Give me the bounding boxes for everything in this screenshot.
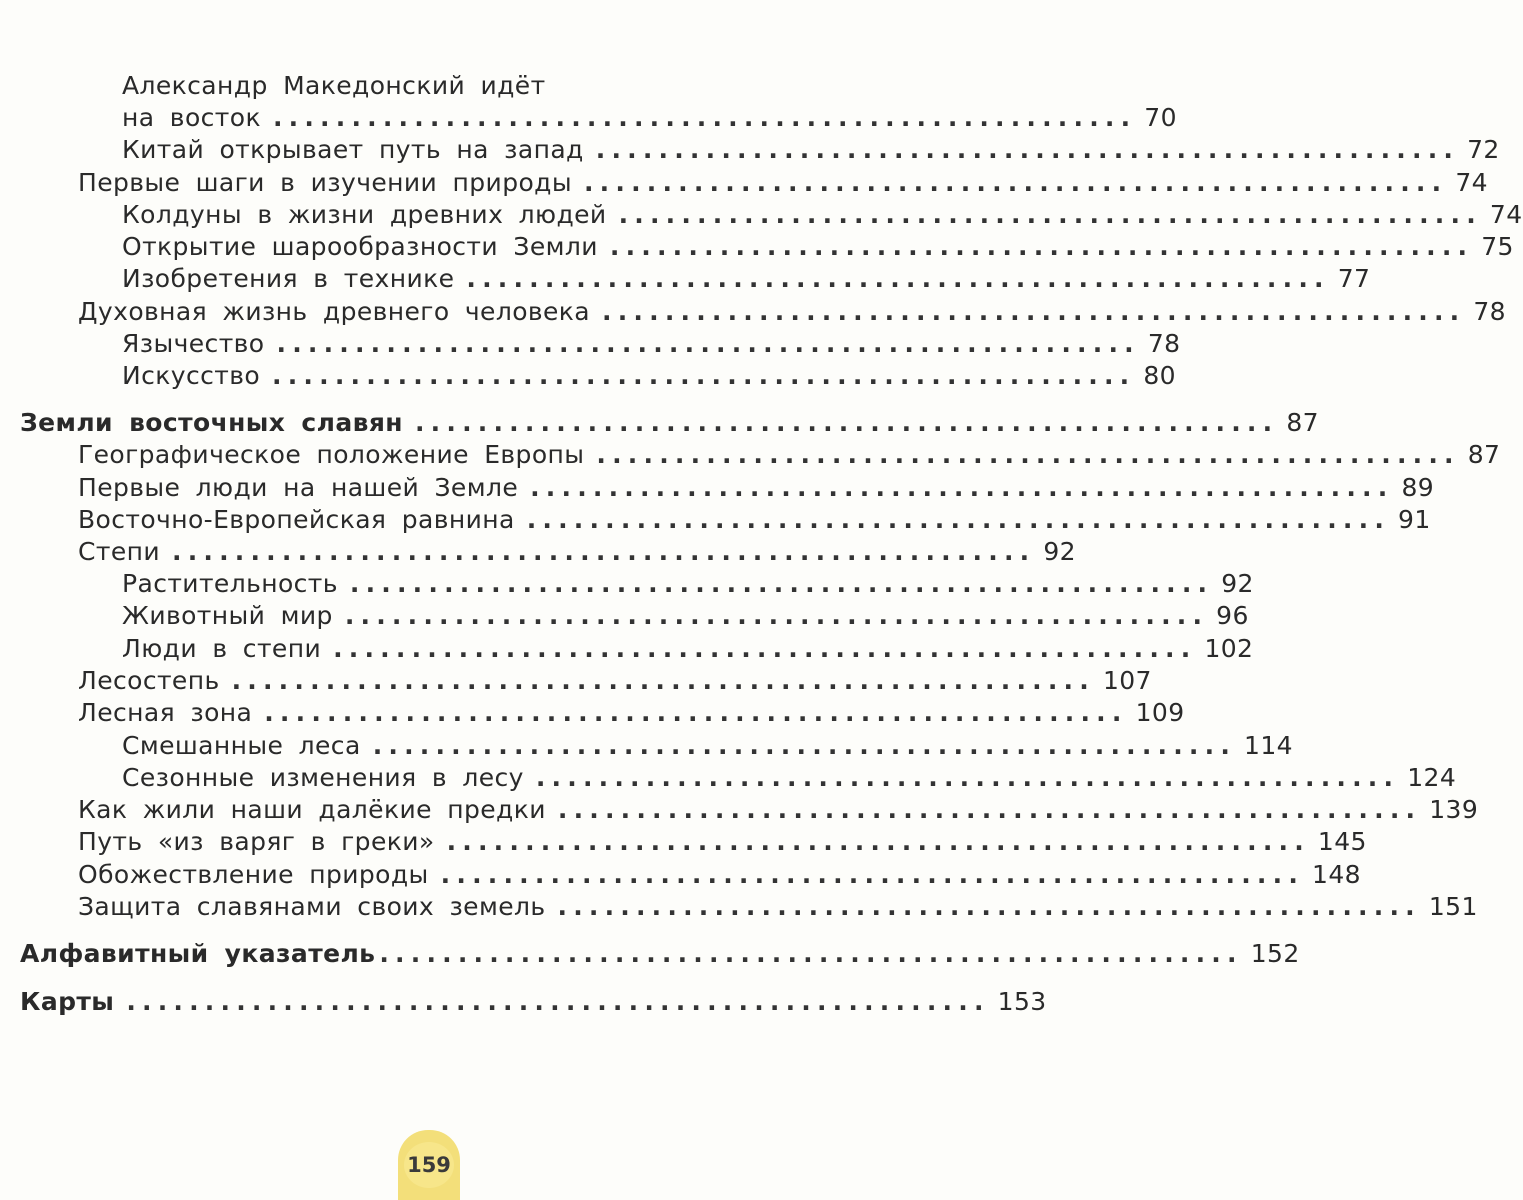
dot-leader: ....................................................... bbox=[344, 601, 1209, 630]
toc-entry-page: 77 bbox=[1337, 264, 1371, 293]
toc-entry bbox=[122, 198, 1523, 232]
dot-leader: ....................................................... bbox=[526, 505, 1391, 534]
toc-entry-title: Восточно-Европейская равнина bbox=[78, 505, 515, 534]
toc-entry-page: 78 bbox=[1473, 297, 1506, 326]
toc-entry-title: Первые шаги в изучении природы bbox=[78, 168, 572, 197]
toc-entry bbox=[122, 599, 1249, 633]
dot-leader: ....................................................... bbox=[372, 731, 1237, 760]
toc-entry-title: Духовная жизнь древнего человека bbox=[78, 297, 591, 326]
dot-leader: ....................................................... bbox=[557, 795, 1422, 824]
toc-entry-page: 107 bbox=[1102, 666, 1152, 695]
dot-leader: ....................................................... bbox=[466, 264, 1330, 293]
toc-section-page: 87 bbox=[1286, 408, 1319, 437]
toc-entry bbox=[78, 166, 1488, 200]
dot-leader: ....................................................... bbox=[530, 473, 1394, 502]
toc-entry-page: 92 bbox=[1221, 569, 1254, 598]
toc-section bbox=[20, 985, 1047, 1019]
dot-leader: ....................................................... bbox=[609, 232, 1474, 261]
toc-entry-page: 78 bbox=[1147, 329, 1181, 358]
toc-entry bbox=[78, 696, 1185, 730]
toc-entry-title: Животный мир bbox=[122, 601, 333, 630]
dot-leader: ....................................................... bbox=[557, 892, 1421, 921]
toc-entry-page: 87 bbox=[1467, 440, 1501, 469]
dot-leader: ....................................................... bbox=[535, 763, 1400, 792]
toc-entry-page: 74 bbox=[1489, 200, 1523, 229]
dot-leader: ....................................................... bbox=[583, 168, 1448, 197]
dot-leader: ....................................................... bbox=[126, 987, 990, 1016]
toc-entry-title: Смешанные леса bbox=[122, 731, 361, 760]
toc-entry-page: 139 bbox=[1429, 795, 1479, 824]
toc-entry bbox=[78, 825, 1367, 859]
toc-entry bbox=[122, 632, 1254, 666]
toc-entry-page: 92 bbox=[1043, 537, 1076, 566]
toc-entry bbox=[78, 535, 1076, 569]
toc-entry bbox=[122, 761, 1457, 795]
toc-entry bbox=[78, 295, 1506, 329]
toc-entry-title: Люди в степи bbox=[122, 634, 322, 663]
toc-entry-page: 96 bbox=[1216, 601, 1249, 630]
toc-section-title: Карты bbox=[20, 987, 115, 1016]
toc-entry bbox=[122, 327, 1181, 361]
dot-leader: ....................................................... bbox=[602, 297, 1466, 326]
toc-entry-page: 80 bbox=[1143, 361, 1176, 390]
toc-entry-title: Изобретения в технике bbox=[122, 264, 455, 293]
dot-leader: ....................................................... bbox=[414, 408, 1279, 437]
toc-entry-title: Растительность bbox=[122, 569, 338, 598]
toc-entry-title: Как жили наши далёкие предки bbox=[78, 795, 546, 824]
toc-entry bbox=[122, 729, 1293, 763]
toc-entry-page: 114 bbox=[1244, 731, 1293, 760]
toc-entry bbox=[122, 262, 1371, 296]
toc-entry-page: 109 bbox=[1135, 698, 1185, 727]
toc-entry-title: на восток bbox=[122, 103, 261, 132]
toc-entry bbox=[78, 858, 1361, 892]
toc-entry bbox=[122, 567, 1254, 601]
toc-entry-title: Лесная зона bbox=[78, 698, 253, 727]
toc-section-title: Земли восточных славян bbox=[20, 408, 403, 437]
toc-entry-title: Географическое положение Европы bbox=[78, 440, 585, 469]
toc-entry-page: 102 bbox=[1204, 634, 1254, 663]
toc-section-title: Алфавитный указатель bbox=[20, 939, 376, 968]
toc-entry-page: 72 bbox=[1467, 135, 1500, 164]
dot-leader: ....................................................... bbox=[618, 200, 1482, 229]
page-number: 159 bbox=[404, 1142, 454, 1188]
toc-section bbox=[20, 406, 1319, 440]
dot-leader: ....................................................... bbox=[595, 135, 1460, 164]
toc-entry bbox=[78, 890, 1478, 924]
toc-entry-page: 74 bbox=[1455, 168, 1488, 197]
dot-leader: ....................................................... bbox=[264, 698, 1128, 727]
dot-leader: ....................................................... bbox=[231, 666, 1095, 695]
toc-entry-title: Степи bbox=[78, 537, 160, 566]
toc-entry-title: Сезонные изменения в лесу bbox=[122, 763, 524, 792]
toc-entry-title: Язычество bbox=[122, 329, 265, 358]
toc-entry bbox=[78, 793, 1479, 827]
toc-entry-title: Обожествление природы bbox=[78, 860, 429, 889]
dot-leader: ....................................................... bbox=[596, 440, 1460, 469]
toc-entry-page: 89 bbox=[1401, 473, 1435, 502]
toc-entry-page: 91 bbox=[1398, 505, 1431, 534]
toc-entry bbox=[78, 471, 1435, 505]
dot-leader: ....................................................... bbox=[440, 860, 1305, 889]
toc-entry bbox=[78, 664, 1152, 698]
toc-section bbox=[20, 937, 1300, 971]
toc-entry bbox=[78, 503, 1431, 537]
toc-entry-page: 151 bbox=[1428, 892, 1478, 921]
toc-entry-continuation: Александр Македонский идёт bbox=[122, 71, 546, 100]
toc-entry-title: Искусство bbox=[122, 361, 261, 390]
toc-entry bbox=[122, 359, 1176, 393]
toc-entry-page: 148 bbox=[1312, 860, 1361, 889]
dot-leader: ....................................................... bbox=[333, 634, 1197, 663]
toc-entry-page: 75 bbox=[1481, 232, 1514, 261]
toc-entry-title: Колдуны в жизни древних людей bbox=[122, 200, 607, 229]
dot-leader: ....................................................... bbox=[379, 939, 1243, 968]
toc-entry-title: Открытие шарообразности Земли bbox=[122, 232, 598, 261]
toc-section-page: 153 bbox=[997, 987, 1047, 1016]
toc-entry-title: Путь «из варяг в греки» bbox=[78, 827, 435, 856]
toc-entry-page: 145 bbox=[1317, 827, 1367, 856]
dot-leader: ....................................................... bbox=[276, 329, 1140, 358]
toc-entry-title: Первые люди на нашей Земле bbox=[78, 473, 519, 502]
toc-entry-title: Китай открывает путь на запад bbox=[122, 135, 584, 164]
toc-entry-title: Лесостепь bbox=[78, 666, 220, 695]
dot-leader: ....................................................... bbox=[172, 537, 1036, 566]
toc-entry bbox=[122, 133, 1500, 167]
toc-entry-page: 70 bbox=[1144, 103, 1177, 132]
toc-section-page: 152 bbox=[1250, 939, 1300, 968]
dot-leader: ....................................................... bbox=[446, 827, 1310, 856]
toc-entry-title: Защита славянами своих земель bbox=[78, 892, 546, 921]
dot-leader: ....................................................... bbox=[272, 103, 1137, 132]
toc-entry-page: 124 bbox=[1407, 763, 1457, 792]
toc-entry bbox=[122, 101, 1177, 135]
toc-entry bbox=[122, 230, 1514, 264]
dot-leader: ....................................................... bbox=[349, 569, 1214, 598]
toc-entry bbox=[78, 438, 1501, 472]
dot-leader: ....................................................... bbox=[272, 361, 1136, 390]
